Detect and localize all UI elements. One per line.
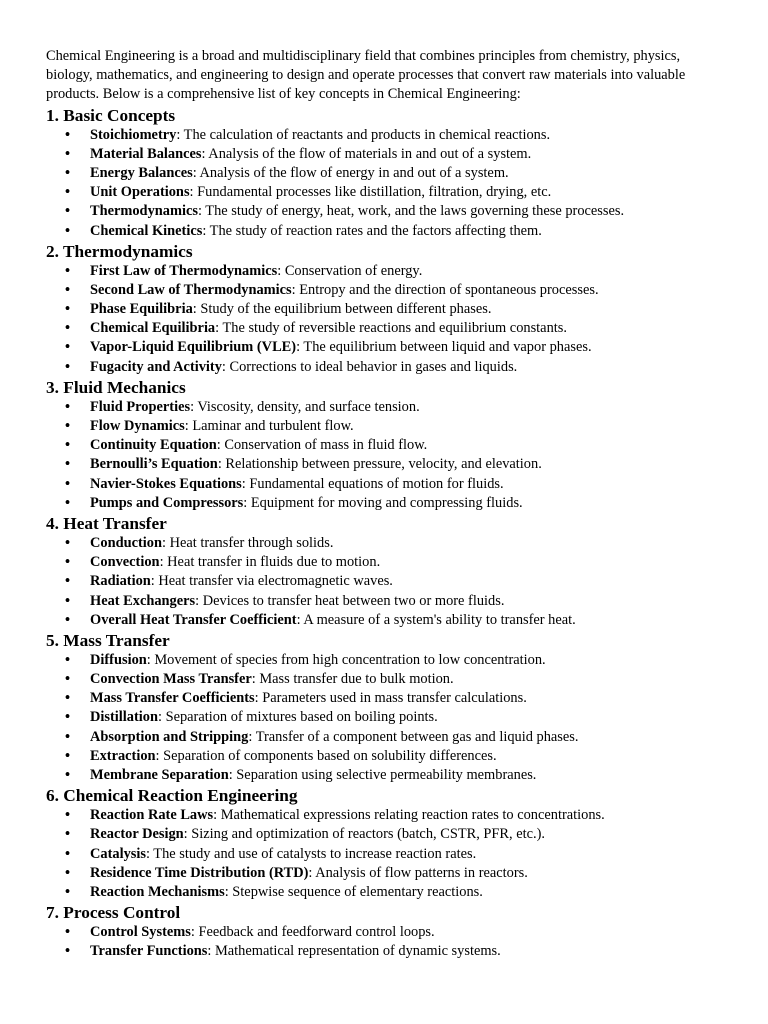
list-item [65,670,722,689]
bullet-icon: • [65,475,71,492]
list-item [65,923,722,942]
section-heading: 1. Basic Concepts [46,105,176,125]
bullet-icon: • [65,767,71,784]
concept-term: Material Balances [90,145,202,162]
section-heading: 3. Fluid Mechanics [46,377,186,397]
concept-description: : Sizing and optimization of reactors (batch, CSTR, PFR, etc.). [183,826,545,843]
concept-description: : Mass transfer due to bulk motion. [251,671,454,688]
list-item [65,455,722,474]
concept-term: Overall Heat Transfer Coefficient [90,611,297,628]
concept-term: Distillation [90,709,158,726]
list-item [65,338,722,357]
section [46,105,722,241]
concept-term: Convection [90,554,160,571]
bullet-icon: • [65,534,71,551]
list-item [65,202,722,221]
bullet-icon: • [65,943,71,960]
bullet-icon: • [65,398,71,415]
concept-description: : Separation using selective permeability membranes. [228,767,537,784]
concept-term: Catalysis [90,845,146,862]
list-item [65,300,722,319]
concept-term: Unit Operations [90,184,190,201]
concept-term: Diffusion [90,651,147,668]
concept-description: : Transfer of a component between gas and liquid phases. [248,728,579,745]
intro-paragraph: Chemical Engineering is a broad and multidisciplinary field that combines principles from chemistry, physics, biology, mathematics, and engineering to design and operate processes that convert raw materials into valuable products. Below is a comprehensive list of key concepts in Chemical Engineering: [46,48,686,103]
concept-description: : The equilibrium between liquid and vapor phases. [296,339,592,356]
concept-description: : A measure of a system's ability to transfer heat. [296,611,576,628]
list-item [65,747,722,766]
list-item [65,942,722,961]
concept-term: Fugacity and Activity [90,358,222,375]
list-item [65,611,722,630]
list-item [65,689,722,708]
concept-description: : Stepwise sequence of elementary reactions. [224,883,483,900]
section-heading: 4. Heat Transfer [46,513,167,533]
concept-description: : Equipment for moving and compressing fluids. [243,494,523,511]
concept-term: Reaction Mechanisms [90,883,225,900]
concept-term: Energy Balances [90,164,193,181]
concept-description: : Movement of species from high concentration to low concentration. [146,651,546,668]
section-heading: 2. Thermodynamics [46,241,193,261]
bullet-icon: • [65,222,71,239]
concept-description: : Heat transfer via electromagnetic waves. [150,573,393,590]
list-item [65,398,722,417]
list-item [65,708,722,727]
concept-term: Membrane Separation [90,767,229,784]
concept-term: Flow Dynamics [90,418,185,435]
section [46,241,722,377]
bullet-icon: • [65,184,71,201]
concept-term: Phase Equilibria [90,301,193,318]
concept-description: : The study of reversible reactions and equilibrium constants. [215,320,567,337]
concept-term: Vapor-Liquid Equilibrium (VLE) [90,339,297,356]
concept-term: Second Law of Thermodynamics [90,281,292,298]
bullet-icon: • [65,164,71,181]
concept-description: : The study and use of catalysts to increase reaction rates. [145,845,477,862]
concept-description: : Devices to transfer heat between two or more fluids. [195,592,505,609]
concept-term: Chemical Equilibria [90,320,216,337]
list-item [65,475,722,494]
bullet-icon: • [65,651,71,668]
section-heading: 5. Mass Transfer [46,630,170,650]
concept-description: : Feedback and feedforward control loops. [190,924,435,941]
list-item [65,262,722,281]
bullet-icon: • [65,126,71,143]
list-item [65,572,722,591]
list-item [65,825,722,844]
list-item [65,592,722,611]
concept-description: : Parameters used in mass transfer calculations. [254,690,527,707]
bullet-icon: • [65,418,71,435]
concept-term: Heat Exchangers [90,592,196,609]
concept-term: Bernoulli’s Equation [90,456,218,473]
bullet-icon: • [65,494,71,511]
list-item [65,728,722,747]
section [46,902,722,961]
concept-list [46,398,722,513]
section [46,785,722,902]
list-item [65,281,722,300]
concept-description: : Corrections to ideal behavior in gases and liquids. [221,358,518,375]
concept-term: Radiation [90,573,151,590]
bullet-icon: • [65,145,71,162]
concept-description: : Separation of mixtures based on boiling points. [157,709,438,726]
bullet-icon: • [65,845,71,862]
bullet-icon: • [65,339,71,356]
bullet-icon: • [65,826,71,843]
list-item [65,436,722,455]
concept-term: Stoichiometry [90,126,177,143]
bullet-icon: • [65,671,71,688]
concept-description: : Fundamental processes like distillation, filtration, drying, etc. [189,184,552,201]
concept-term: Transfer Functions [90,943,208,960]
concept-list [46,651,722,785]
list-item [65,883,722,902]
section-heading: 7. Process Control [46,903,181,923]
concept-term: Absorption and Stripping [90,728,249,745]
concept-list [46,126,722,241]
concept-description: : Analysis of the flow of energy in and out of a system. [192,164,509,181]
bullet-icon: • [65,883,71,900]
concept-description: : Mathematical expressions relating reaction rates to concentrations. [213,807,605,824]
bullet-icon: • [65,358,71,375]
concept-description: : Analysis of flow patterns in reactors. [308,864,528,881]
list-item [65,806,722,825]
concept-term: Convection Mass Transfer [90,671,252,688]
list-item [65,417,722,436]
list-item [65,553,722,572]
concept-description: : Laminar and turbulent flow. [184,418,354,435]
bullet-icon: • [65,320,71,337]
list-item [65,534,722,553]
sections-container [46,105,722,962]
bullet-icon: • [65,203,71,220]
concept-term: Pumps and Compressors [90,494,244,511]
concept-list [46,923,722,961]
concept-description: : Heat transfer through solids. [161,534,334,551]
bullet-icon: • [65,554,71,571]
list-item [65,164,722,183]
concept-description: : Relationship between pressure, velocity, and elevation. [217,456,542,473]
bullet-icon: • [65,301,71,318]
concept-term: Continuity Equation [90,437,217,454]
concept-description: : The study of energy, heat, work, and the laws governing these processes. [197,203,625,220]
bullet-icon: • [65,281,71,298]
concept-description: : Mathematical representation of dynamic systems. [207,943,501,960]
concept-description: : Study of the equilibrium between different phases. [192,301,492,318]
list-item [65,126,722,145]
concept-description: : Fundamental equations of motion for fluids. [241,475,504,492]
list-item [65,145,722,164]
concept-term: Conduction [90,534,162,551]
list-item [65,183,722,202]
list-item [65,222,722,241]
bullet-icon: • [65,690,71,707]
concept-description: : The study of reaction rates and the factors affecting them. [202,222,542,239]
concept-description: : The calculation of reactants and products in chemical reactions. [176,126,551,143]
concept-term: Control Systems [90,924,191,941]
section-heading: 6. Chemical Reaction Engineering [46,786,298,806]
list-item [65,651,722,670]
concept-description: : Analysis of the flow of materials in and out of a system. [201,145,532,162]
bullet-icon: • [65,924,71,941]
concept-description: : Viscosity, density, and surface tension. [190,398,420,415]
concept-term: Thermodynamics [90,203,198,220]
concept-description: : Conservation of energy. [277,262,423,279]
list-item [65,864,722,883]
bullet-icon: • [65,611,71,628]
concept-term: Navier-Stokes Equations [90,475,242,492]
concept-term: Reactor Design [90,826,184,843]
concept-term: Extraction [90,747,156,764]
concept-list [46,806,722,902]
bullet-icon: • [65,864,71,881]
concept-term: Mass Transfer Coefficients [90,690,255,707]
concept-description: : Separation of components based on solubility differences. [155,747,497,764]
concept-list [46,262,722,377]
bullet-icon: • [65,807,71,824]
list-item [65,494,722,513]
bullet-icon: • [65,262,71,279]
list-item [65,319,722,338]
bullet-icon: • [65,573,71,590]
list-item [65,358,722,377]
section [46,513,722,630]
list-item [65,845,722,864]
concept-term: Residence Time Distribution (RTD) [90,864,309,881]
concept-term: First Law of Thermodynamics [90,262,278,279]
bullet-icon: • [65,437,71,454]
concept-description: : Conservation of mass in fluid flow. [216,437,428,454]
bullet-icon: • [65,456,71,473]
section [46,377,722,513]
bullet-icon: • [65,728,71,745]
bullet-icon: • [65,592,71,609]
concept-description: : Entropy and the direction of spontaneous processes. [291,281,599,298]
concept-term: Reaction Rate Laws [90,807,214,824]
concept-term: Chemical Kinetics [90,222,203,239]
concept-list [46,534,722,630]
bullet-icon: • [65,747,71,764]
concept-term: Fluid Properties [90,398,191,415]
bullet-icon: • [65,709,71,726]
section [46,630,722,785]
list-item [65,766,722,785]
concept-description: : Heat transfer in fluids due to motion. [159,554,381,571]
